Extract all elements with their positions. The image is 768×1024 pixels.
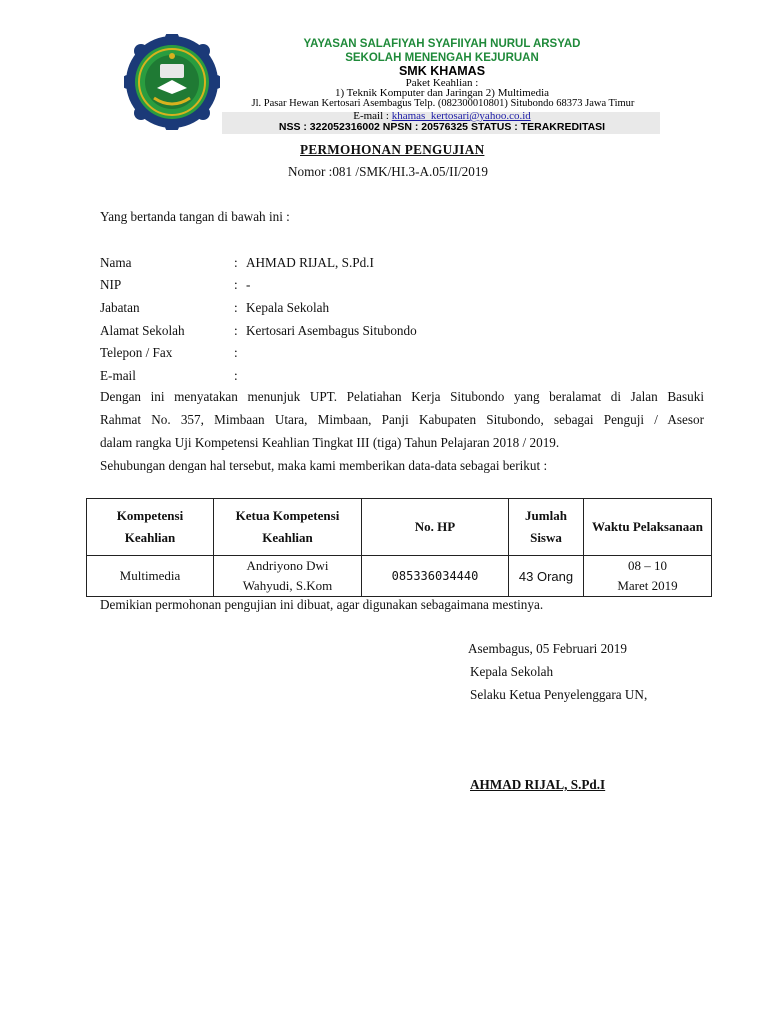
header-competency: Kompetensi Keahlian <box>87 499 214 556</box>
identity-label-nip: NIP <box>100 277 122 292</box>
header-phone: No. HP <box>362 499 509 556</box>
signature-role: Selaku Ketua Penyelenggara UN, <box>470 687 648 702</box>
school-name: SMK KHAMAS <box>398 64 486 78</box>
paragraph-line-1: Dengan ini menyatakan menunjuk UPT. Pelatiahan Kerja Situbondo yang beralamat di Jalan Basuki <box>100 389 704 404</box>
signature-position: Kepala Sekolah <box>470 664 554 679</box>
identity-label-email: E-mail <box>100 368 136 383</box>
identity-label-name: Nama <box>100 255 132 270</box>
email-link[interactable]: khamas_kertosari@yahoo.co.id <box>391 110 531 122</box>
identity-label-phone: Telepon / Fax <box>100 345 173 360</box>
program-title: Paket Keahlian : <box>405 77 479 89</box>
paragraph-data-intro: Sehubungan dengan hal tersebut, maka kami memberikan data-data sebagai berikut : <box>100 458 548 473</box>
identity-label-position: Jabatan <box>100 300 140 315</box>
school-logo <box>124 34 220 130</box>
header-student-count: Jumlah Siswa <box>509 499 584 556</box>
identity-sep: : <box>234 368 238 383</box>
paragraph-line-2: Rahmat No. 357, Mimbaan Utara, Mimbaan, Panji Kabupaten Situbondo, sebagai Penguji / Asesor <box>100 412 704 427</box>
letter-number: Nomor :081 /SMK/HI.3-A.05/II/2019 <box>288 164 489 179</box>
identity-sep: : <box>234 300 238 315</box>
cell-schedule: 08 – 10 Maret 2019 <box>584 556 712 597</box>
identity-sep: : <box>234 277 238 292</box>
identity-sep: : <box>234 255 238 270</box>
table-row <box>87 556 712 597</box>
identity-sep: : <box>234 345 238 360</box>
foundation-name: YAYASAN SALAFIYAH SYAFIIYAH NURUL ARSYAD <box>303 38 581 50</box>
identity-value-position: Kepala Sekolah <box>246 300 330 315</box>
cell-phone: 085336034440 <box>362 556 509 597</box>
identity-sep: : <box>234 323 238 338</box>
school-address: Jl. Pasar Hewan Kertosari Asembagus Telp. (082300010801) Situbondo 68373 Jawa Timur <box>251 98 635 109</box>
opening-line: Yang bertanda tangan di bawah ini : <box>100 209 290 224</box>
cell-competency-head: Andriyono Dwi Wahyudi, S.Kom <box>214 556 362 597</box>
cell-competency: Multimedia <box>87 556 214 597</box>
header-competency-head: Ketua Kompetensi Keahlian <box>214 499 362 556</box>
letter-title: PERMOHONAN PENGUJIAN <box>300 142 485 157</box>
exam-table <box>86 498 712 597</box>
signature-place-date: Asembagus, 05 Februari 2019 <box>468 641 627 656</box>
identity-value-address: Kertosari Asembagus Situbondo <box>246 323 417 338</box>
table-header-row <box>87 499 712 556</box>
identity-value-nip: - <box>246 277 251 292</box>
email-label: E-mail : <box>353 110 389 122</box>
registration-info: NSS : 322052316002 NPSN : 20576325 STATUS : TERAKREDITASI <box>278 121 606 133</box>
closing-line: Demikian permohonan pengujian ini dibuat, agar digunakan sebagaimana mestinya. <box>100 597 544 612</box>
paragraph-line-3: dalam rangka Uji Kompetensi Keahlian Tingkat III (tiga) Tahun Pelajaran 2018 / 2019. <box>100 435 560 450</box>
identity-label-address: Alamat Sekolah <box>100 323 185 338</box>
header-schedule: Waktu Pelaksanaan <box>584 499 712 556</box>
school-type: SEKOLAH MENENGAH KEJURUAN <box>345 52 539 64</box>
programs: 1) Teknik Komputer dan Jaringan 2) Multimedia <box>334 87 550 99</box>
identity-value-name: AHMAD RIJAL, S.Pd.I <box>246 255 374 270</box>
signature-name: AHMAD RIJAL, S.Pd.I <box>470 777 606 792</box>
cell-student-count: 43 Orang <box>509 556 584 597</box>
